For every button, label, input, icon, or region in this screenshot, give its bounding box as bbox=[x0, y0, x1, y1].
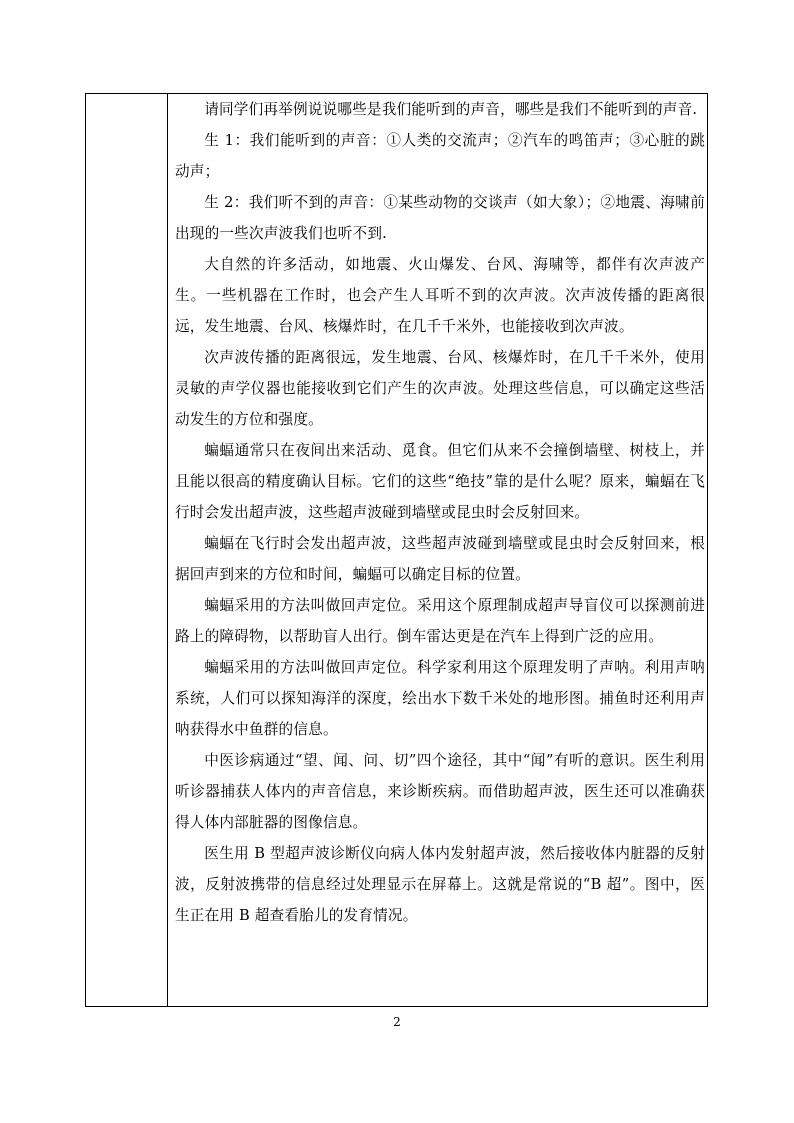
table-content-cell bbox=[175, 94, 705, 931]
paragraph: 生 2：我们听不到的声音：①某些动物的交谈声（如大象）；②地震、海啸前出现的一些次声波我们也听不到. bbox=[175, 194, 705, 242]
lesson-table bbox=[85, 93, 708, 1007]
paragraph: 大自然的许多活动，如地震、火山爆发、台风、海啸等，都伴有次声波产生。一些机器在工作时，也会产生人耳听不到的次声波。次声波传播的距离很远，发生地震、台风、核爆炸时，在几千千米外，也能接收到次声波。 bbox=[175, 256, 705, 335]
paragraph: 医生用 B 型超声波诊断仪向病人体内发射超声波，然后接收体内脏器的反射波，反射波携带的信息经过处理显示在屏幕上。这就是常说的“B 超”。图中，医生正在用 B 超查看胎儿的发育情况。 bbox=[175, 845, 705, 924]
table-left-column bbox=[86, 94, 168, 1006]
paragraph: 中医诊病通过“望、闻、问、切”四个途径，其中“闻”有听的意识。医生利用听诊器捕获人体内的声音信息，来诊断疾病。而借助超声波，医生还可以准确获得人体内部脏器的图像信息。 bbox=[175, 752, 705, 831]
paragraph: 生 1：我们能听到的声音：①人类的交流声；②汽车的鸣笛声；③心脏的跳动声； bbox=[175, 132, 705, 180]
page-number: 2 bbox=[393, 1015, 401, 1029]
paragraph: 蝙蝠通常只在夜间出来活动、觅食。但它们从来不会撞倒墙壁、树枝上，并且能以很高的精度确认目标。它们的这些“绝技”靠的是什么呢？原来，蝙蝠在飞行时会发出超声波，这些超声波碰到墙壁或昆虫时会反射回来。 bbox=[175, 442, 705, 521]
paragraph: 蝙蝠采用的方法叫做回声定位。采用这个原理制成超声导盲仪可以探测前进路上的障碍物，以帮助盲人出行。倒车雷达更是在汽车上得到广泛的应用。 bbox=[175, 597, 705, 645]
paragraph: 请同学们再举例说说哪些是我们能听到的声音，哪些是我们不能听到的声音. bbox=[204, 101, 698, 118]
paragraph: 蝙蝠在飞行时会发出超声波，这些超声波碰到墙壁或昆虫时会反射回来，根据回声到来的方位和时间，蝙蝠可以确定目标的位置。 bbox=[175, 535, 705, 583]
paragraph: 次声波传播的距离很远，发生地震、台风、核爆炸时，在几千千米外，使用灵敏的声学仪器也能接收到它们产生的次声波。处理这些信息，可以确定这些活动发生的方位和强度。 bbox=[175, 349, 705, 428]
paragraph: 蝙蝠采用的方法叫做回声定位。科学家利用这个原理发明了声呐。利用声呐系统，人们可以探知海洋的深度，绘出水下数千米处的地形图。捕鱼时还利用声呐获得水中鱼群的信息。 bbox=[175, 659, 705, 738]
